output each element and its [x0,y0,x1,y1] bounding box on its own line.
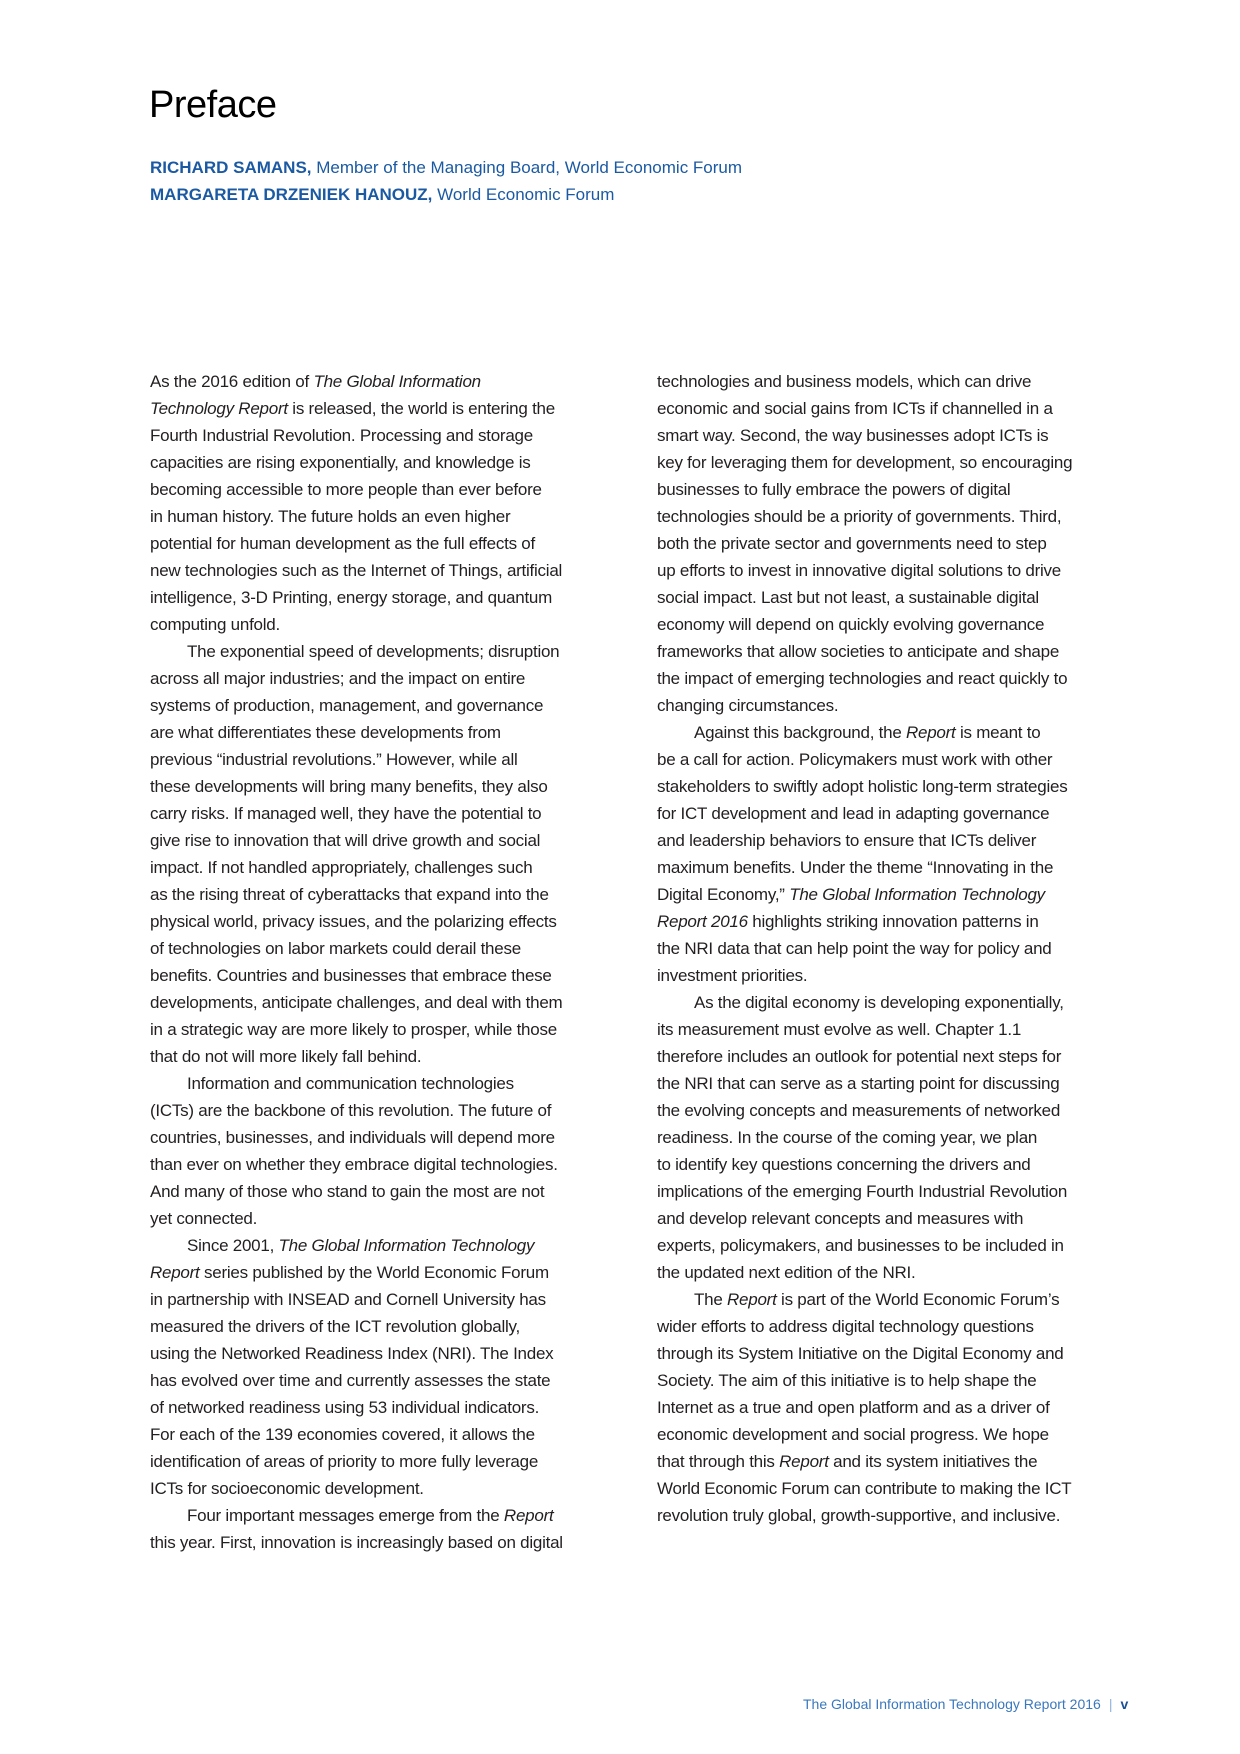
italic-title-text: Report [503,1506,554,1525]
text-line [150,935,620,962]
body-text: readiness. In the course of the coming year, we plan [657,1128,1038,1147]
paragraph [150,1232,620,1502]
text-line [150,1151,620,1178]
text-line [150,692,620,719]
text-line [657,1502,1127,1529]
text-line [657,854,1127,881]
text-line [150,800,620,827]
body-text: becoming accessible to more people than ever before [150,480,542,499]
text-line [150,530,620,557]
body-text: businesses to fully embrace the powers of digital [657,480,1011,499]
body-text: Digital Economy,” [657,885,790,904]
body-text: is meant to [955,723,1041,742]
text-line [657,1367,1127,1394]
body-text: the updated next edition of the NRI. [657,1263,916,1282]
text-line [150,1259,620,1286]
body-text: this year. First, innovation is increasingly based on digital [150,1533,563,1552]
italic-title-text: Report [727,1290,777,1309]
italic-title-text: The Global Information [313,372,481,391]
body-text: And many of those who stand to gain the most are not [150,1182,545,1201]
italic-title-text: Report [150,1263,200,1282]
body-text: World Economic Forum can contribute to making the ICT [657,1479,1072,1498]
body-text: developments, anticipate challenges, and deal with them [150,993,563,1012]
author-name: MARGARETA DRZENIEK HANOUZ, [150,185,433,204]
body-text: technologies and business models, which can drive [657,372,1032,391]
body-text: physical world, privacy issues, and the polarizing effects [150,912,557,931]
text-line [150,638,620,665]
body-text: impact. If not handled appropriately, challenges such [150,858,533,877]
body-text: in a strategic way are more likely to prosper, while those [150,1020,557,1039]
body-text: therefore includes an outlook for potential next steps for [657,1047,1062,1066]
body-text: as the rising threat of cyberattacks that expand into the [150,885,549,904]
paragraph [657,368,1127,719]
body-text: computing unfold. [150,615,280,634]
text-line [657,962,1127,989]
text-line [150,665,620,692]
body-text: the impact of emerging technologies and react quickly to [657,669,1068,688]
text-line [657,1259,1127,1286]
text-line [150,611,620,638]
text-line [150,746,620,773]
text-line [657,908,1127,935]
body-text: Internet as a true and open platform and as a driver of [657,1398,1050,1417]
text-line [150,1421,620,1448]
body-text: intelligence, 3-D Printing, energy storage, and quantum [150,588,553,607]
text-line [657,476,1127,503]
text-line [657,665,1127,692]
body-text: social impact. Last but not least, a sustainable digital [657,588,1039,607]
italic-title-text: Report 2016 [657,912,748,931]
text-line [150,584,620,611]
body-text: revolution truly global, growth-supportive, and inclusive. [657,1506,1061,1525]
author-line [150,181,742,208]
text-line [150,1043,620,1070]
page-number: v [1120,1696,1129,1712]
text-line [657,719,1127,746]
body-text: highlights striking innovation patterns in [747,912,1039,931]
body-column-right [657,368,1127,1529]
text-line [150,1340,620,1367]
body-text: capacities are rising exponentially, and knowledge is [150,453,531,472]
body-text: previous “industrial revolutions.” However, while all [150,750,518,769]
paragraph [657,989,1127,1286]
body-text: to identify key questions concerning the drivers and [657,1155,1031,1174]
text-line [657,422,1127,449]
body-text: key for leveraging them for development, so encouraging [657,453,1073,472]
text-line [657,503,1127,530]
body-text: benefits. Countries and businesses that embrace these [150,966,552,985]
text-line [150,719,620,746]
body-text: that through this [657,1452,780,1471]
body-text: the NRI data that can help point the way for policy and [657,939,1052,958]
text-line [657,638,1127,665]
body-text: than ever on whether they embrace digital technologies. [150,1155,558,1174]
body-text: The [694,1290,728,1309]
text-line [150,1529,620,1556]
text-line [150,1502,620,1529]
italic-title-text: Technology Report [150,399,288,418]
body-text: investment priorities. [657,966,808,985]
body-text: for ICT development and lead in adapting governance [657,804,1050,823]
text-line [657,935,1127,962]
text-line [657,584,1127,611]
body-text: are what differentiates these developments from [150,723,501,742]
body-text: potential for human development as the full effects of [150,534,535,553]
body-text: that do not will more likely fall behind. [150,1047,422,1066]
text-line [150,395,620,422]
text-line [150,1286,620,1313]
body-text: up efforts to invest in innovative digital solutions to drive [657,561,1062,580]
text-line [150,449,620,476]
body-text: is released, the world is entering the [287,399,555,418]
paragraph [150,1070,620,1232]
body-text: in partnership with INSEAD and Cornell University has [150,1290,546,1309]
running-title: The Global Information Technology Report 2016 [803,1696,1101,1712]
text-line [657,1313,1127,1340]
body-text: of networked readiness using 53 individual indicators. [150,1398,540,1417]
body-text: frameworks that allow societies to anticipate and shape [657,642,1060,661]
body-text: The exponential speed of developments; disruption [187,642,560,661]
body-text: wider efforts to address digital technology questions [657,1317,1034,1336]
body-text: countries, businesses, and individuals will depend more [150,1128,555,1147]
text-line [657,1394,1127,1421]
text-line [657,1448,1127,1475]
body-text: (ICTs) are the backbone of this revolution. The future of [150,1101,552,1120]
body-text: be a call for action. Policymakers must work with other [657,750,1053,769]
paragraph [150,368,620,638]
body-text: the evolving concepts and measurements of networked [657,1101,1061,1120]
text-line [657,1286,1127,1313]
body-text: As the 2016 edition of [150,372,314,391]
body-text: economy will depend on quickly evolving governance [657,615,1045,634]
body-text: using the Networked Readiness Index (NRI). The Index [150,1344,554,1363]
text-line [150,881,620,908]
text-line [150,908,620,935]
body-text: Since 2001, [187,1236,279,1255]
text-line [150,1313,620,1340]
text-line [657,1151,1127,1178]
paragraph [150,1502,620,1556]
text-line [150,827,620,854]
body-text: has evolved over time and currently assesses the state [150,1371,551,1390]
text-line [150,422,620,449]
paragraph [150,638,620,1070]
text-line [657,449,1127,476]
text-line [150,1016,620,1043]
body-text: Fourth Industrial Revolution. Processing and storage [150,426,533,445]
text-line [150,1070,620,1097]
body-text: implications of the emerging Fourth Industrial Revolution [657,1182,1068,1201]
body-text: yet connected. [150,1209,258,1228]
body-text: in human history. The future holds an even higher [150,507,511,526]
body-text: identification of areas of priority to more fully leverage [150,1452,539,1471]
text-line [150,1205,620,1232]
text-line [150,1367,620,1394]
body-text: through its System Initiative on the Digital Economy and [657,1344,1064,1363]
text-line [150,773,620,800]
body-text: and leadership behaviors to ensure that ICTs deliver [657,831,1037,850]
text-line [657,1340,1127,1367]
text-line [150,1178,620,1205]
body-text: changing circumstances. [657,696,839,715]
italic-title-text: Report [906,723,956,742]
paragraph [657,719,1127,989]
body-text: its measurement must evolve as well. Chapter 1.1 [657,1020,1022,1039]
text-line [150,503,620,530]
footer-separator: | [1108,1696,1113,1712]
text-line [657,557,1127,584]
text-line [657,1421,1127,1448]
body-text: these developments will bring many benefits, they also [150,777,548,796]
text-line [150,1124,620,1151]
text-line [150,1475,620,1502]
text-line [657,368,1127,395]
body-text: carry risks. If managed well, they have the potential to [150,804,542,823]
text-line [657,1097,1127,1124]
body-text: the NRI that can serve as a starting point for discussing [657,1074,1060,1093]
body-text: Against this background, the [694,723,906,742]
body-text: and its system initiatives the [828,1452,1038,1471]
body-text: smart way. Second, the way businesses adopt ICTs is [657,426,1049,445]
text-line [657,1205,1127,1232]
body-text: new technologies such as the Internet of Things, artificial [150,561,563,580]
text-line [657,692,1127,719]
text-line [657,1475,1127,1502]
text-line [657,1232,1127,1259]
text-line [657,881,1127,908]
body-text: of technologies on labor markets could derail these [150,939,521,958]
paragraph [657,1286,1127,1529]
text-line [657,800,1127,827]
body-column-left [150,368,620,1556]
text-line [657,1178,1127,1205]
text-line [150,368,620,395]
body-text: Four important messages emerge from the [187,1506,504,1525]
author-role: World Economic Forum [432,185,615,204]
body-text: As the digital economy is developing exponentially, [694,993,1064,1012]
text-line [657,773,1127,800]
text-line [657,1070,1127,1097]
text-line [150,1097,620,1124]
body-text: stakeholders to swiftly adopt holistic long-term strategies [657,777,1068,796]
text-line [150,476,620,503]
text-line [150,1448,620,1475]
body-text: is part of the World Economic Forum’s [776,1290,1060,1309]
author-line [150,154,742,181]
page-title: Preface [149,84,277,126]
body-text: and develop relevant concepts and measures with [657,1209,1024,1228]
text-line [150,854,620,881]
text-line [150,1232,620,1259]
italic-title-text: The Global Information Technology [789,885,1045,904]
text-line [657,989,1127,1016]
text-line [150,557,620,584]
body-text: economic development and social progress. We hope [657,1425,1049,1444]
body-text: give rise to innovation that will drive growth and social [150,831,541,850]
text-line [657,611,1127,638]
body-text: measured the drivers of the ICT revolution globally, [150,1317,521,1336]
body-text: technologies should be a priority of governments. Third, [657,507,1062,526]
body-text: across all major industries; and the impact on entire [150,669,526,688]
text-line [657,746,1127,773]
author-name: RICHARD SAMANS, [150,158,312,177]
body-text: Society. The aim of this initiative is to help shape the [657,1371,1037,1390]
body-text: series published by the World Economic Forum [199,1263,549,1282]
body-text: economic and social gains from ICTs if channelled in a [657,399,1053,418]
body-text: For each of the 139 economies covered, it allows the [150,1425,535,1444]
text-line [657,530,1127,557]
text-line [657,1124,1127,1151]
text-line [150,989,620,1016]
text-line [150,962,620,989]
body-text: experts, policymakers, and businesses to be included in [657,1236,1064,1255]
body-text: Information and communication technologies [187,1074,514,1093]
author-role: Member of the Managing Board, World Economic Forum [311,158,743,177]
page-footer [803,1696,1128,1712]
italic-title-text: Report [779,1452,829,1471]
author-list [150,154,742,208]
body-text: both the private sector and governments need to step [657,534,1047,553]
body-text: systems of production, management, and governance [150,696,544,715]
text-line [657,1043,1127,1070]
text-line [657,827,1127,854]
text-line [150,1394,620,1421]
body-text: maximum benefits. Under the theme “Innovating in the [657,858,1054,877]
italic-title-text: The Global Information Technology [278,1236,535,1255]
body-text: ICTs for socioeconomic development. [150,1479,424,1498]
text-line [657,1016,1127,1043]
text-line [657,395,1127,422]
